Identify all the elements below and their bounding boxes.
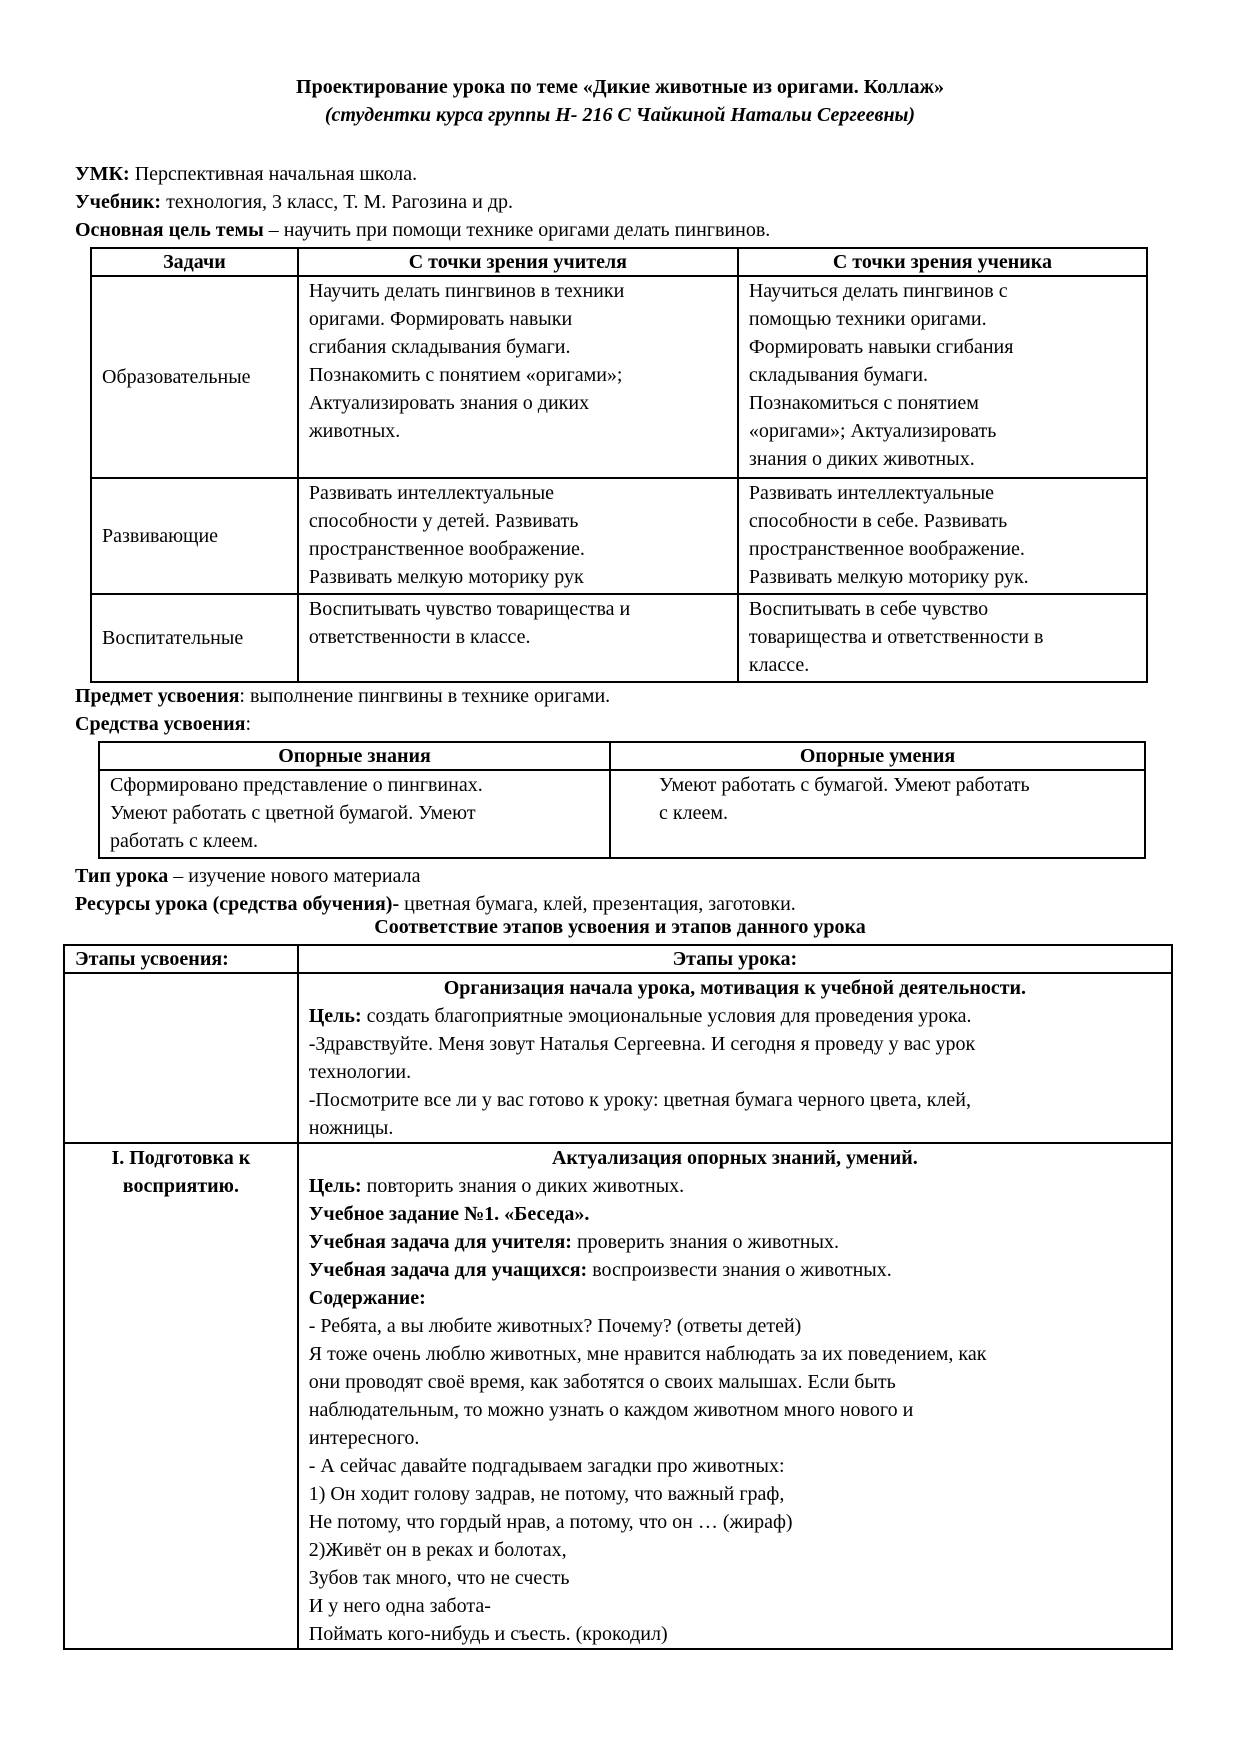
cell-line: -Посмотрите все ли у вас готово к уроку: цветная бумага черного цвета, клей, xyxy=(308,1089,971,1111)
means-value: : xyxy=(245,713,252,735)
cell-line: технологии. xyxy=(308,1061,412,1083)
subject-label: Предмет усвоения xyxy=(75,685,240,707)
resources-label: Ресурсы урока (средства обучения)- xyxy=(75,893,400,915)
cell-line: 2)Живёт он в реках и болотах, xyxy=(308,1539,567,1561)
cell-line: ножницы. xyxy=(308,1117,394,1139)
student-view xyxy=(738,594,1147,682)
cell-line: знания о диких животных. xyxy=(748,448,975,470)
umk-value: Перспективная начальная школа. xyxy=(129,163,418,185)
cell-line: Я тоже очень люблю животных, мне нравится наблюдать за их поведением, как xyxy=(308,1343,987,1365)
support-table xyxy=(98,741,1146,859)
student-task-label: Учебная задача для учащихся: xyxy=(308,1259,588,1281)
cell-line: оригами. Формировать навыки xyxy=(308,308,573,330)
cell-line: - Ребята, а вы любите животных? Почему? (ответы детей) xyxy=(308,1315,802,1337)
cell-line: Умеют работать с бумагой. Умеют работать xyxy=(659,774,1030,796)
goal-label: Цель: xyxy=(308,1175,362,1197)
subject-value: : выполнение пингвины в технике оригами. xyxy=(239,685,611,707)
cell-line: наблюдательным, то можно узнать о каждом животном много нового и xyxy=(308,1399,914,1421)
cell-line: Развивать интеллектуальные xyxy=(748,482,995,504)
cell-line: И у него одна забота- xyxy=(308,1595,491,1617)
teacher-task-label: Учебная задача для учителя: xyxy=(308,1231,572,1253)
cell-line: пространственное воображение. xyxy=(748,538,1025,560)
cell-line: пространственное воображение. xyxy=(308,538,585,560)
cell-line: Воспитывать в себе чувство xyxy=(748,598,989,620)
stages-title: Соответствие этапов усвоения и этапов данного урока xyxy=(374,916,866,938)
support-header-knowledge: Опорные знания xyxy=(99,742,610,770)
teacher-view xyxy=(298,276,738,478)
cell-line: животных. xyxy=(308,420,401,442)
cell-line: ответственности в классе. xyxy=(308,626,531,648)
cell-line: Воспитывать чувство товарищества и xyxy=(308,598,631,620)
textbook-value: технология, 3 класс, Т. М. Рагозина и др. xyxy=(161,191,514,213)
cell-line: сгибания складывания бумаги. xyxy=(308,336,571,358)
cell-line: Не потому, что гордый нрав, а потому, что он … (жираф) xyxy=(308,1511,793,1533)
cell-line: Развивать интеллектуальные xyxy=(308,482,555,504)
cell-line: интересного. xyxy=(308,1427,420,1449)
stages-header-row xyxy=(64,945,1172,973)
cell-line: складывания бумаги. xyxy=(748,364,929,386)
support-header-skills: Опорные умения xyxy=(610,742,1145,770)
cell-line: 1) Он ходит голову задрав, не потому, что важный граф, xyxy=(308,1483,785,1505)
cell-line: способности у детей. Развивать xyxy=(308,510,579,532)
table-row xyxy=(91,594,1147,682)
teacher-task-value: проверить знания о животных. xyxy=(571,1231,839,1253)
subject-line xyxy=(75,682,610,710)
goal-label: Цель: xyxy=(308,1005,362,1027)
task-name: Воспитательные xyxy=(91,594,298,682)
cell-line: товарищества и ответственности в xyxy=(748,626,1044,648)
document-subtitle: (студентки курса группы Н- 216 С Чайкиной Натальи Сергеевны) xyxy=(324,104,916,126)
cell-line: работать с клеем. xyxy=(110,830,258,852)
cell-line: Развивать мелкую моторику рук xyxy=(308,566,584,588)
task-name: Образовательные xyxy=(91,276,298,478)
stage-cell xyxy=(64,973,298,1143)
goal-line xyxy=(75,216,770,244)
student-view xyxy=(738,276,1147,478)
table-row xyxy=(99,770,1145,858)
task-name: Развивающие xyxy=(91,478,298,594)
umk-line xyxy=(75,160,417,188)
textbook-line xyxy=(75,188,513,216)
goal-value: – научить при помощи технике оригами делать пингвинов. xyxy=(263,219,771,241)
goal-value: создать благоприятные эмоциональные условия для проведения урока. xyxy=(361,1005,972,1027)
tasks-header-teacher: С точки зрения учителя xyxy=(298,248,738,276)
teacher-view xyxy=(298,594,738,682)
student-view xyxy=(738,478,1147,594)
cell-line: помощью техники оригами. xyxy=(748,308,987,330)
lesson-cell xyxy=(298,1143,1172,1649)
stage-heading: Актуализация опорных знаний, умений. xyxy=(551,1147,918,1169)
cell-line: классе. xyxy=(748,654,810,676)
cell-line: Научиться делать пингвинов с xyxy=(748,280,1008,302)
lesson-type-value: – изучение нового материала xyxy=(168,865,421,887)
cell-line: Познакомить с понятием «оригами»; xyxy=(308,364,623,386)
stage-goal xyxy=(309,1172,1161,1200)
student-task xyxy=(309,1256,1161,1284)
resources-line xyxy=(75,890,796,918)
tasks-header-student: С точки зрения ученика xyxy=(738,248,1147,276)
support-header-row xyxy=(99,742,1145,770)
cell-line: Познакомиться с понятием xyxy=(748,392,979,414)
skills-cell xyxy=(610,770,1145,858)
stage-cell: I. Подготовка к восприятию. xyxy=(64,1143,298,1649)
stages-table xyxy=(63,944,1173,1650)
cell-line: Зубов так много, что не счесть xyxy=(308,1567,570,1589)
means-line xyxy=(75,710,251,738)
cell-line: -Здравствуйте. Меня зовут Наталья Сергеевна. И сегодня я проведу у вас урок xyxy=(308,1033,976,1055)
table-row xyxy=(64,1143,1172,1649)
stages-header-stage: Этапы усвоения: xyxy=(64,945,298,973)
assignment: Учебное задание №1. «Беседа». xyxy=(308,1203,590,1225)
document-title: Проектирование урока по теме «Дикие животные из оригами. Коллаж» xyxy=(296,76,944,98)
textbook-label: Учебник: xyxy=(75,191,162,213)
tasks-header-row xyxy=(91,248,1147,276)
cell-line: «оригами»; Актуализировать xyxy=(748,420,997,442)
resources-value: цветная бумага, клей, презентация, заготовки. xyxy=(399,893,796,915)
cell-line: Научить делать пингвинов в техники xyxy=(308,280,625,302)
cell-line: Развивать мелкую моторику рук. xyxy=(748,566,1029,588)
cell-line: - А сейчас давайте подгадываем загадки про животных: xyxy=(308,1455,785,1477)
lesson-cell xyxy=(298,973,1172,1143)
stages-header-lesson: Этапы урока: xyxy=(298,945,1172,973)
cell-line: они проводят своё время, как заботятся о своих малышах. Если быть xyxy=(308,1371,896,1393)
student-task-value: воспроизвести знания о животных. xyxy=(587,1259,892,1281)
cell-line: способности в себе. Развивать xyxy=(748,510,1008,532)
table-row xyxy=(91,478,1147,594)
table-row xyxy=(64,973,1172,1143)
teacher-view xyxy=(298,478,738,594)
teacher-task xyxy=(309,1228,1161,1256)
cell-line: Сформировано представление о пингвинах. xyxy=(110,774,483,796)
lesson-type-label: Тип урока xyxy=(75,865,169,887)
cell-line: Актуализировать знания о диких xyxy=(308,392,590,414)
umk-label: УМК: xyxy=(75,163,130,185)
content-label: Содержание: xyxy=(308,1287,426,1309)
cell-line: с клеем. xyxy=(659,802,729,824)
means-label: Средства усвоения xyxy=(75,713,246,735)
stage-heading: Организация начала урока, мотивация к учебной деятельности. xyxy=(443,977,1027,999)
goal-label: Основная цель темы xyxy=(75,219,264,241)
tasks-header-task: Задачи xyxy=(91,248,298,276)
lesson-type-line xyxy=(75,862,420,890)
cell-line: Поймать кого-нибудь и съесть. (крокодил) xyxy=(308,1623,668,1645)
tasks-table xyxy=(90,247,1148,683)
cell-line: Умеют работать с цветной бумагой. Умеют xyxy=(110,802,476,824)
goal-value: повторить знания о диких животных. xyxy=(361,1175,685,1197)
stage-goal xyxy=(309,1002,1161,1030)
knowledge-cell xyxy=(99,770,610,858)
table-row xyxy=(91,276,1147,478)
cell-line: Формировать навыки сгибания xyxy=(748,336,1014,358)
